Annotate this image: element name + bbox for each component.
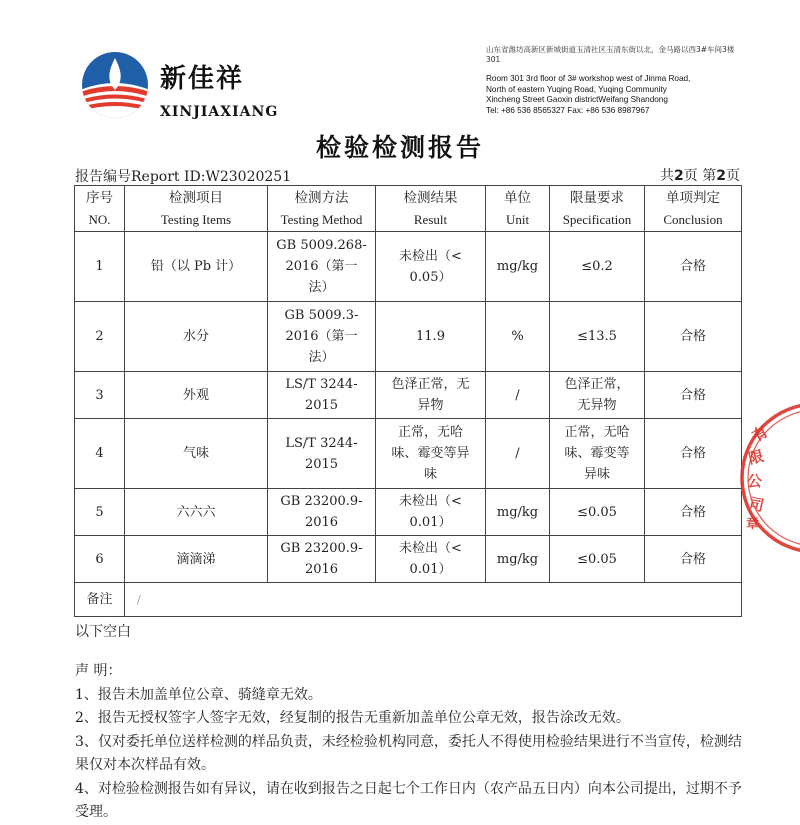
cell-unit: mg/kg [486,232,550,302]
cell-item: 水分 [125,302,268,372]
cell-spec [550,536,645,583]
cell-method-line: 法） [308,350,335,365]
table-row [75,302,742,372]
cell-method-line: LS/T 3244- [285,435,358,451]
cell-item: 铅（以 Pb 计） [125,232,268,302]
cell-unit: % [486,302,550,372]
cell-result-line: 正常，无哈 [397,425,463,440]
company-name-en: XINJIAXIANG [160,104,279,120]
header-item: 检测项目 Testing Items [125,186,268,232]
pages-total-label: 共 [660,168,675,184]
cell-spec [550,489,645,536]
cell-item: 气味 [125,419,268,489]
cell-result-line: 异物 [417,398,444,413]
table-row [75,536,742,583]
declaration-item: 2、报告无授权签字人签字无效，经复制的报告无重新加盖单位公章无效，报告涂改无效。 [75,710,630,726]
cell-result [376,372,486,419]
cell-no: 6 [75,536,125,583]
report-number: 报告编号Report ID:W23020251 [75,169,292,185]
cell-result-line: 未检出（< [399,248,462,264]
remarks-value: / [125,583,742,617]
cell-result-line: 味、霉变等异 [391,446,470,461]
address-line: Room 301 3rd floor of 3# workshop west of Jinma Road, [486,74,691,83]
cell-no: 4 [75,419,125,489]
table-row [75,372,742,419]
cell-spec-line: ≤13.5 [577,329,617,344]
cell-method-line: 2016 [304,515,339,530]
cell-method [268,302,376,372]
remarks-row [75,583,742,617]
cell-conclusion: 合格 [645,536,742,583]
cell-spec-line: 异味 [583,467,610,482]
cell-unit: mg/kg [486,489,550,536]
cell-method-line: 2016（第一 [285,259,358,274]
company-logo-icon [80,50,150,120]
cell-item: 外观 [125,372,268,419]
svg-text:公: 公 [747,472,763,490]
report-title: 检验检测报告 [315,133,484,162]
blank-below-note: 以下空白 [75,624,131,640]
declaration-heading: 声 明： [75,663,122,679]
cell-spec-line: 正常，无哈 [564,425,630,440]
cell-spec-line: 味、霉变等 [564,446,630,461]
cell-result-line: 11.9 [416,329,445,344]
header-method: 检测方法 Testing Method [268,186,376,232]
cell-spec-line: ≤0.05 [577,504,617,520]
cell-result-line: 0.01） [409,515,452,530]
pages-unit: 页 [726,168,740,184]
cell-spec [550,232,645,302]
header-unit: 单位 Unit [486,186,550,232]
cell-method-line: GB 5009.3- [284,308,359,323]
remarks-label: 备注 [75,583,125,617]
cell-spec-line: 无异物 [577,398,617,413]
cell-result-line: 未检出（< [399,494,462,509]
table-header-row [75,186,742,232]
cell-method-line: 2016 [304,562,339,577]
cell-method-line: 2015 [304,456,339,472]
cell-conclusion: 合格 [645,232,742,302]
company-address-en [486,74,746,116]
cell-spec [550,372,645,419]
cell-method-line: LS/T 3244- [285,377,358,392]
cell-no: 5 [75,489,125,536]
cell-spec-line: 色泽正常， [564,377,630,392]
cell-result-line: 味 [423,467,437,482]
company-seal-stamp [738,398,800,558]
svg-text:章: 章 [746,517,760,532]
pages-current: 2 [716,168,726,184]
pages-unit: 页 [683,168,698,184]
cell-result [376,489,486,536]
cell-result-line: 未检出（< [399,541,462,556]
test-results-table [74,185,742,617]
address-contact-line: Tel: +86 536 8565327 Fax: +86 536 8987967 [486,105,650,115]
declaration-item: 1、报告未加盖单位公章、骑缝章无效。 [75,686,322,703]
cell-conclusion: 合格 [645,372,742,419]
header-no: 序号 NO. [75,186,125,232]
cell-result [376,232,486,302]
table-row [75,489,742,536]
cell-method [268,372,376,419]
declaration-item: 4、对检验检测报告如有异议，请在收到报告之日起七个工作日内（农产品五日内）向本公司提出，过期不予受理。 [75,780,742,820]
declaration-item: 3、仅对委托单位送样检测的样品负责，未经检验机构同意，委托人不得使用检验结果进行不当宣传，检测结果仅对本次样品有效。 [75,733,742,773]
cell-method [268,232,376,302]
address-line: Xincheng Street Gaoxin districtWeifang Shandong [486,95,668,104]
cell-method [268,419,376,489]
cell-method-line: 2016（第一 [285,329,358,344]
header-conclusion: 单项判定 Conclusion [645,186,742,232]
pages-current-label: 第 [702,168,717,184]
cell-method-line: 法） [308,280,335,295]
cell-method [268,536,376,583]
cell-unit: / [486,419,550,489]
company-name-cn: 新佳祥 [160,64,245,94]
svg-text:限: 限 [746,446,766,468]
page-indicator [660,165,740,185]
cell-conclusion: 合格 [645,489,742,536]
svg-text:司: 司 [747,494,766,516]
cell-no: 1 [75,232,125,302]
cell-conclusion: 合格 [645,302,742,372]
cell-item: 滴滴涕 [125,536,268,583]
cell-result-line: 0.05） [409,269,452,285]
cell-item: 六六六 [125,489,268,536]
declaration [75,660,745,825]
table-row [75,232,742,302]
cell-method-line: GB 23200.9- [280,541,363,556]
header-result: 检测结果 Result [376,186,486,232]
cell-method-line: 2015 [304,398,339,413]
cell-unit: / [486,372,550,419]
cell-unit: mg/kg [486,536,550,583]
company-address-cn: 山东省潍坊高新区新城街道玉清社区玉清东街以北，金马路以西3#车间3楼301 [486,45,735,64]
cell-result [376,419,486,489]
cell-result [376,536,486,583]
cell-no: 2 [75,302,125,372]
cell-method-line: GB 23200.9- [280,494,363,509]
table-row [75,419,742,489]
header-spec: 限量要求 Specification [550,186,645,232]
cell-no: 3 [75,372,125,419]
address-line: North of eastern Yuqing Road, Yuqing Community [486,84,667,94]
cell-method-line: GB 5009.268- [276,238,367,253]
cell-spec-line: ≤0.05 [577,551,617,567]
cell-result-line: 0.01） [409,562,452,577]
cell-conclusion: 合格 [645,419,742,489]
cell-method [268,489,376,536]
cell-spec [550,302,645,372]
cell-result-line: 色泽正常，无 [391,377,470,392]
cell-spec [550,419,645,489]
pages-total: 2 [674,168,684,184]
cell-spec-line: ≤0.2 [581,259,613,274]
cell-result [376,302,486,372]
svg-text:有: 有 [749,422,772,446]
